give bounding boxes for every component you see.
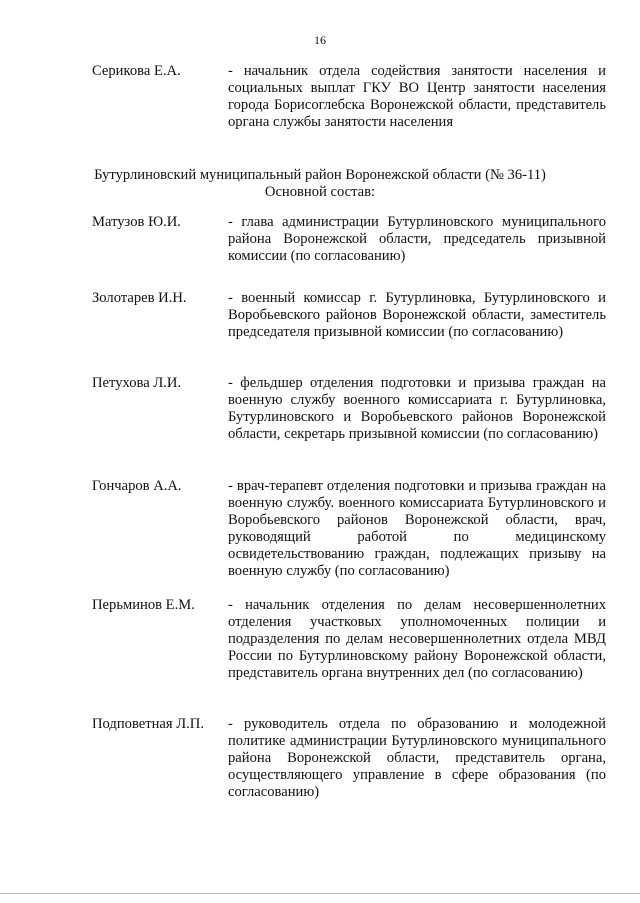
section-heading xyxy=(0,167,640,201)
section-subtitle: Основной состав: xyxy=(264,184,376,200)
member-description: - начальник отдела содействия занятости населения и социальных выплат ГКУ ВО Центр занятости населения города Борисоглебска Воронежской области, представитель органа службы занятости населения xyxy=(228,63,606,130)
member-name: Серикова Е.А. xyxy=(92,63,181,79)
page-number: 16 xyxy=(314,33,326,47)
member-name: Петухова Л.И. xyxy=(92,375,182,391)
member-description: - начальник отделения по делам несовершеннолетних отделения участковых уполномоченных полиции и подразделения по делам несовершеннолетних отдела МВД России по Бутурлиновскому району Воронежской области, представитель органа внутренних дел (по согласованию) xyxy=(228,597,606,681)
member-description: - фельдшер отделения подготовки и призыва граждан на военную службу военного комиссариата г. Бутурлиновка, Бутурлиновского и Воробьевского районов Воронежской области, секретарь призывной комиссии (по согласованию) xyxy=(228,375,606,442)
member-name: Подповетная Л.П. xyxy=(92,716,204,732)
section-title: Бутурлиновский муниципальный район Воронежской области (№ 36-11) xyxy=(94,167,546,183)
member-description: - руководитель отдела по образованию и молодежной политике администрации Бутурлиновского муниципального района Воронежской области, представитель органа, осуществляющего управление в сфере образования (по согласованию) xyxy=(228,716,606,800)
member-name: Золотарев И.Н. xyxy=(92,290,187,306)
member-description: - врач-терапевт отделения подготовки и призыва граждан на военную службу. военного комиссариата Бутурлиновского и Воробьевского районов Воронежской области, врач, руководящий работой по медицинскому освидетельствованию граждан, подлежащих призыву на военную службу (по согласованию) xyxy=(228,478,606,579)
member-name: Перьминов Е.М. xyxy=(92,597,195,613)
member-name: Гончаров А.А. xyxy=(92,478,182,494)
member-description: - военный комиссар г. Бутурлиновка, Бутурлиновского и Воробьевского районов Воронежской области, заместитель председателя призывной комиссии (по согласованию) xyxy=(228,290,606,340)
member-name: Матузов Ю.И. xyxy=(92,214,181,230)
member-description: - глава администрации Бутурлиновского муниципального района Воронежской области, председатель призывной комиссии (по согласованию) xyxy=(228,214,606,264)
page-bottom-divider xyxy=(0,893,640,894)
